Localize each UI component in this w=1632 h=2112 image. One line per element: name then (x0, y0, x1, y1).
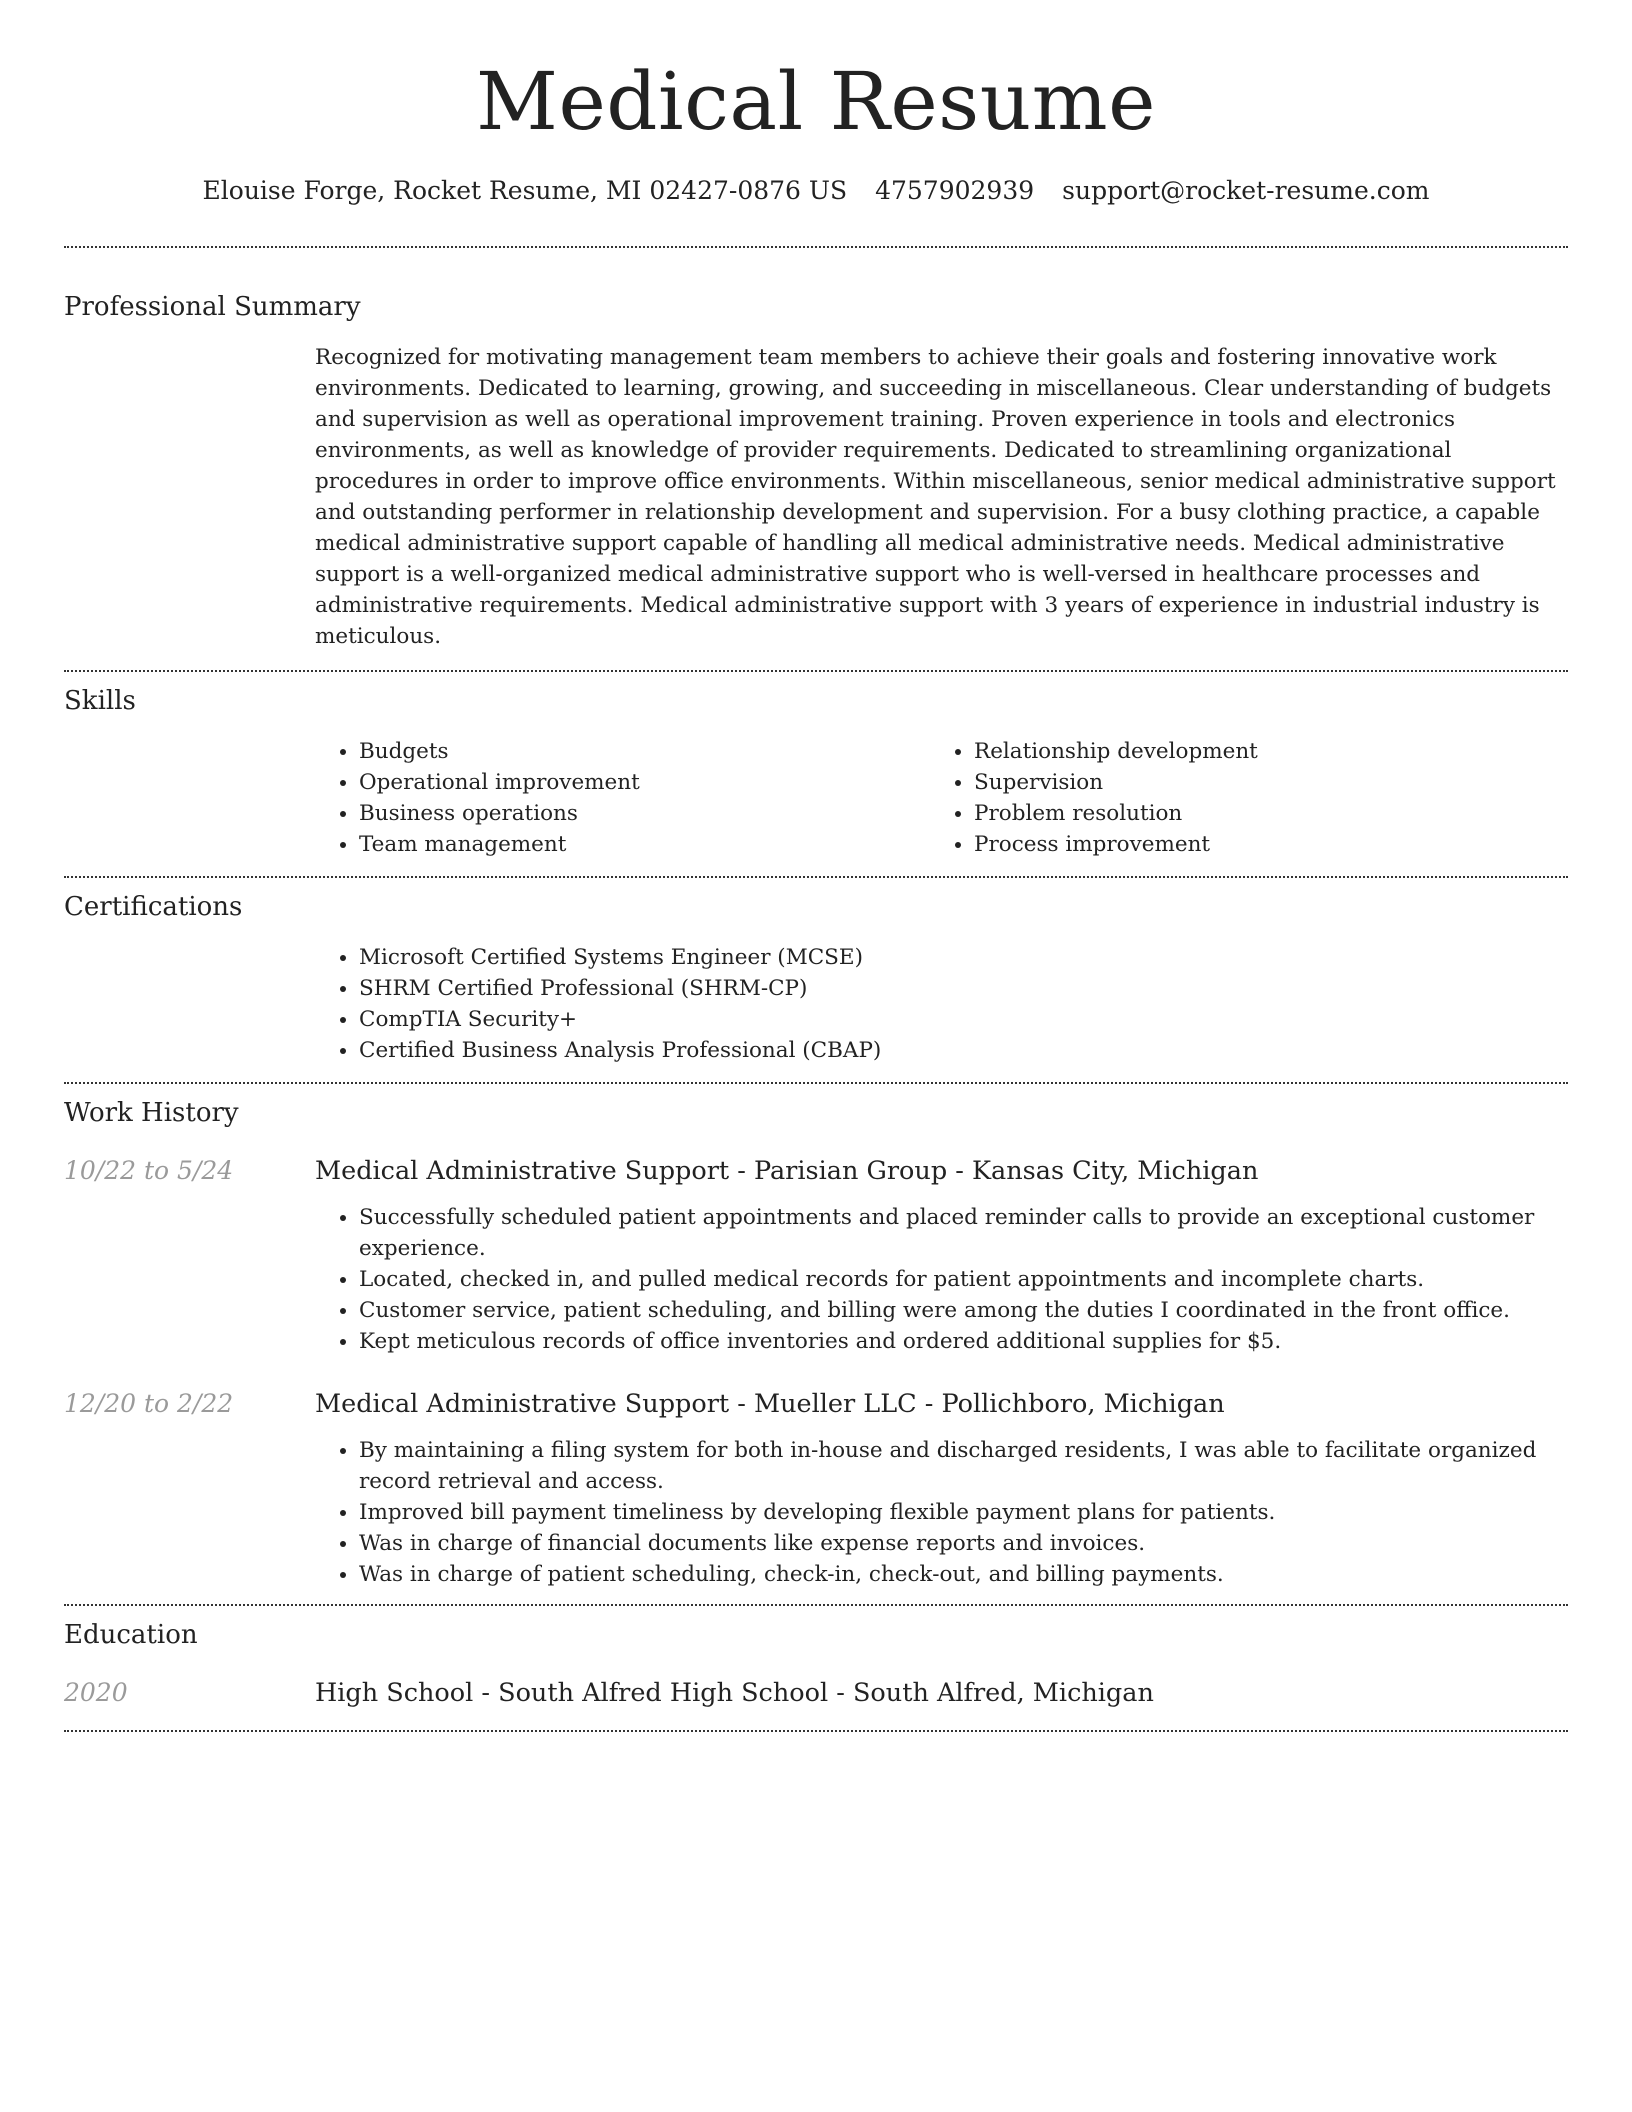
contact-line (64, 174, 1568, 208)
job-bullet: • Was in charge of patient scheduling, check-in, check-out, and billing payments. (359, 1559, 1568, 1590)
job-bullet: • Kept meticulous records of office inventories and ordered additional supplies for $5. (359, 1326, 1568, 1357)
job-dates: 10/22 to 5/24 (64, 1156, 234, 1185)
job-entry (64, 1154, 1568, 1357)
summary-text: Recognized for motivating management team members to achieve their goals and fostering innovative work environments. Dedicated to learning, growing, and succeeding in miscellaneous. Clear understanding of budgets and supervision as well as operational improvement training. Proven experience in tools and electronics environments, as well as knowledge of provider requirements. Dedicated to streamlining organizational procedures in order to improve office environments. Within miscellaneous, senior medical administrative support and outstanding performer in relationship development and supervision. For a busy clothing practice, a capable medical administrative support capable of handling all medical administrative needs. Medical administrative support is a well-organized medical administrative support who is well-versed in healthcare processes and administrative requirements. Medical administrative support with 3 years of experience in industrial industry is meticulous. (315, 345, 1556, 649)
job-bullet: • Located, checked in, and pulled medical records for patient appointments and incomplete charts. (359, 1264, 1568, 1295)
job-entry (64, 1387, 1568, 1590)
skill-item: • Relationship development (974, 736, 1545, 767)
education-section (64, 1606, 1568, 1730)
job-bullets (315, 1202, 1568, 1357)
section-divider (64, 1730, 1568, 1732)
skill-item: • Team management (359, 829, 930, 860)
skill-item: • Business operations (359, 798, 930, 829)
skills-column-right (930, 736, 1545, 860)
skills-list-left (315, 736, 930, 860)
job-bullet: • By maintaining a filing system for both in-house and discharged residents, I was able to facilitate organized record retrieval and access. (359, 1435, 1568, 1497)
job-bullet: • Was in charge of financial documents like expense reports and invoices. (359, 1528, 1568, 1559)
skills-body (315, 736, 1568, 860)
skills-section (64, 672, 1568, 876)
contact-email: support@rocket-resume.com (1062, 176, 1430, 205)
skill-item: • Budgets (359, 736, 930, 767)
skill-item: • Supervision (974, 767, 1545, 798)
job-details (315, 1154, 1568, 1357)
job-bullets (315, 1435, 1568, 1590)
section-heading-summary: Professional Summary (64, 292, 361, 322)
skill-item: • Operational improvement (359, 767, 930, 798)
certification-item: • Microsoft Certified Systems Engineer (MCSE) (359, 942, 1568, 973)
certification-item: • Certified Business Analysis Professional (CBAP) (359, 1035, 1568, 1066)
resume-title: Medical Resume (476, 55, 1156, 148)
job-bullet: • Customer service, patient scheduling, and billing were among the duties I coordinated in the front office. (359, 1295, 1568, 1326)
job-details (315, 1387, 1568, 1590)
education-details (315, 1676, 1568, 1710)
work-history-section (64, 1084, 1568, 1604)
education-entry (64, 1676, 1568, 1710)
certification-item: • CompTIA Security+ (359, 1004, 1568, 1035)
professional-summary-section (64, 248, 1568, 670)
skills-column-left (315, 736, 930, 860)
job-dates: 12/20 to 2/22 (64, 1389, 234, 1418)
certifications-list (315, 942, 1568, 1066)
education-title: High School - South Alfred High School - South Alfred, Michigan (315, 1678, 1154, 1708)
skill-item: • Process improvement (974, 829, 1545, 860)
section-heading-certifications: Certifications (64, 892, 243, 922)
contact-phone: 4757902939 (875, 176, 1035, 205)
certifications-section (64, 878, 1568, 1082)
skill-item: • Problem resolution (974, 798, 1545, 829)
section-heading-work-history: Work History (64, 1098, 239, 1128)
job-title: Medical Administrative Support - Parisian Group - Kansas City, Michigan (315, 1156, 1259, 1186)
contact-address: Elouise Forge, Rocket Resume, MI 02427-0876 US (202, 176, 848, 205)
job-bullet: • Successfully scheduled patient appointments and placed reminder calls to provide an exceptional customer experience. (359, 1202, 1568, 1264)
job-title: Medical Administrative Support - Mueller LLC - Pollichboro, Michigan (315, 1389, 1225, 1419)
job-bullet: • Improved bill payment timeliness by developing flexible payment plans for patients. (359, 1497, 1568, 1528)
certification-item: • SHRM Certified Professional (SHRM-CP) (359, 973, 1568, 1004)
skills-list-right (930, 736, 1545, 860)
section-heading-skills: Skills (64, 686, 136, 716)
certifications-body (315, 942, 1568, 1066)
education-year: 2020 (64, 1678, 128, 1707)
section-heading-education: Education (64, 1620, 198, 1650)
